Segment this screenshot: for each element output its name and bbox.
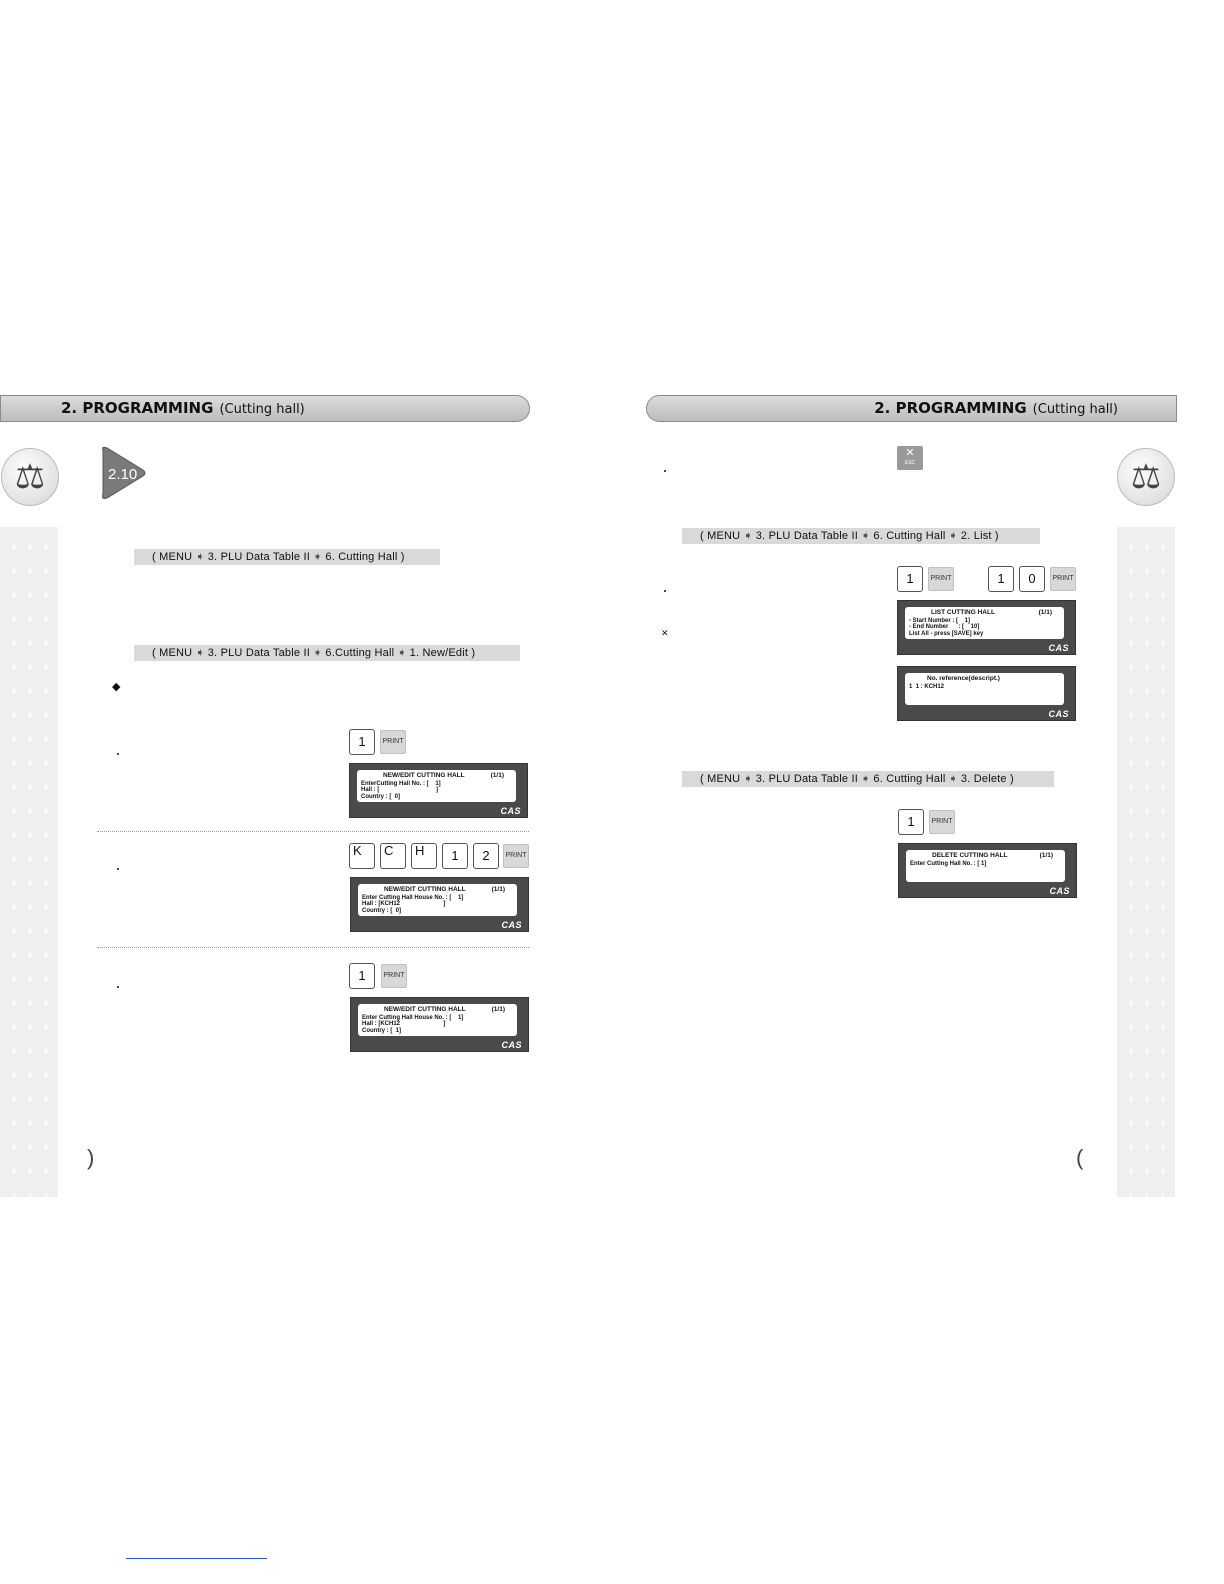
scale-icon: ⚖ [1117, 448, 1175, 506]
arrow-icon: ➧ [195, 551, 205, 563]
page-corner-mark: ) [87, 1145, 95, 1170]
arrow-icon: ➧ [948, 530, 958, 542]
arrow-icon: ➧ [948, 773, 958, 785]
lcd-line: Enter Cutting Hall House No. : [ 1] [362, 894, 464, 901]
arrow-icon: ➧ [312, 551, 323, 563]
key-1[interactable]: 1 [349, 963, 375, 989]
lcd-line: Hall : [KCH12 ] [362, 901, 446, 907]
lcd-line: Enter Cutting Hall House No. : [ 1] [362, 1014, 464, 1021]
crumb-part: ( MENU [700, 530, 741, 542]
divider [97, 947, 529, 948]
lcd-line: Country : [ 1] [362, 1027, 401, 1034]
left-side-strip [0, 527, 58, 1197]
crumb-part: 3. Delete ) [960, 773, 1014, 785]
breadcrumb-cutting-hall [134, 549, 440, 565]
footnote-rule [126, 1558, 267, 1559]
arrow-icon: ➧ [195, 647, 205, 659]
esc-key[interactable] [897, 446, 923, 470]
lcd-display-new-edit-2 [350, 877, 529, 932]
print-key[interactable]: PRINT [929, 810, 955, 834]
lcd-title: NEW/EDIT CUTTING HALL [384, 886, 466, 893]
key-1[interactable]: 1 [898, 809, 924, 835]
breadcrumb-list [682, 528, 1040, 544]
crumb-part: 6.Cutting Hall [325, 647, 395, 659]
header-subtitle: (Cutting hall) [1032, 402, 1118, 417]
lcd-title: DELETE CUTTING HALL [932, 852, 1008, 859]
lcd-title: NEW/EDIT CUTTING HALL [384, 1006, 466, 1013]
lcd-line: Country : [ 0] [361, 793, 400, 800]
key-1[interactable]: 1 [349, 729, 375, 755]
crumb-part: ( MENU [152, 647, 193, 659]
key-1[interactable]: 1 [988, 566, 1014, 592]
lcd-page: (1/1) [1039, 852, 1053, 859]
crumb-part: 3. PLU Data Table II [207, 551, 310, 563]
crumb-part: 6. Cutting Hall [873, 773, 946, 785]
lcd-display-new-edit-3 [350, 997, 529, 1052]
lcd-title: NEW/EDIT CUTTING HALL [383, 772, 465, 779]
arrow-icon: ➧ [743, 773, 753, 785]
note-icon: ✕ [661, 628, 669, 638]
lcd-line: Hall : [KCH12 ] [362, 1021, 446, 1027]
print-key[interactable]: PRINT [380, 730, 406, 754]
crumb-part: 6. Cutting Hall ) [325, 551, 405, 563]
arrow-icon: ➧ [312, 647, 323, 659]
divider [97, 831, 529, 832]
crumb-part: 3. PLU Data Table II [207, 647, 310, 659]
lcd-display-list [897, 600, 1076, 655]
lcd-line: Hall : [ ] [361, 787, 439, 793]
header-subtitle: (Cutting hall) [219, 402, 305, 417]
lcd-line: - End Number : [ 10] [909, 624, 980, 630]
cas-logo: CAS [500, 806, 521, 816]
key-h[interactable]: H [411, 843, 437, 869]
crumb-part: 3. PLU Data Table II [755, 530, 858, 542]
key-1[interactable]: 1 [442, 843, 468, 869]
print-key[interactable]: PRINT [928, 567, 954, 591]
crumb-part: 1. New/Edit ) [409, 647, 476, 659]
key-2[interactable]: 2 [473, 843, 499, 869]
arrow-icon: ➧ [397, 647, 407, 659]
cas-logo: CAS [1048, 709, 1069, 719]
crumb-part: ( MENU [152, 551, 193, 563]
print-key[interactable]: PRINT [1050, 567, 1076, 591]
crumb-part: 2. List ) [960, 530, 999, 542]
arrow-icon: ➧ [860, 530, 871, 542]
esc-label: ESC [904, 460, 916, 466]
crumb-part: 6. Cutting Hall [873, 530, 946, 542]
print-key[interactable]: PRINT [503, 844, 529, 868]
cas-logo: CAS [501, 920, 522, 930]
step-dot [664, 590, 666, 592]
cas-logo: CAS [1048, 643, 1069, 653]
lcd-line: 1 1 : KCH12 [909, 683, 945, 690]
lcd-page: (1/1) [490, 772, 504, 779]
lcd-display-delete [898, 843, 1077, 898]
lcd-page: (1/1) [491, 886, 505, 893]
lcd-display-reference [897, 666, 1076, 721]
header-title: 2. PROGRAMMING [874, 399, 1027, 417]
close-icon: ✕ [905, 447, 915, 459]
key-c[interactable]: C [380, 843, 406, 869]
lcd-line: - Start Number : [ 1] [909, 617, 971, 624]
scale-icon: ⚖ [1, 448, 59, 506]
print-key[interactable]: PRINT [381, 964, 407, 988]
lcd-display-new-edit-1 [349, 763, 528, 818]
arrow-icon: ➧ [743, 530, 753, 542]
right-side-strip [1117, 527, 1175, 1197]
section-number: 2.10 [108, 466, 138, 483]
crumb-part: ( MENU [700, 773, 741, 785]
step-dot [117, 868, 119, 870]
left-page-header [0, 395, 530, 422]
lcd-line: Country : [ 0] [362, 907, 401, 914]
lcd-line: EnterCutting Hall No. : [ 1] [361, 780, 441, 787]
lcd-page: (1/1) [1038, 609, 1052, 616]
lcd-page: (1/1) [491, 1006, 505, 1013]
lcd-title: No. reference(descript.) [927, 675, 1000, 682]
page-corner-mark: ( [1076, 1145, 1084, 1170]
breadcrumb-delete [682, 771, 1054, 787]
arrow-icon: ➧ [860, 773, 871, 785]
lcd-line: Enter Cutting Hall No. : [ 1] [910, 860, 987, 867]
step-dot [117, 753, 119, 755]
crumb-part: 3. PLU Data Table II [755, 773, 858, 785]
bullet-icon: ◆ [112, 681, 121, 693]
lcd-title: LIST CUTTING HALL [931, 609, 995, 616]
cas-logo: CAS [1049, 886, 1070, 896]
right-page-header [646, 395, 1177, 422]
header-title: 2. PROGRAMMING [61, 399, 214, 417]
section-badge [99, 446, 147, 500]
step-dot [664, 470, 666, 472]
key-k[interactable]: K [349, 843, 375, 869]
breadcrumb-new-edit [134, 645, 520, 661]
key-0[interactable]: 0 [1019, 566, 1045, 592]
key-1[interactable]: 1 [897, 566, 923, 592]
lcd-line: List All - press [SAVE] key [909, 630, 984, 637]
cas-logo: CAS [501, 1040, 522, 1050]
step-dot [117, 986, 119, 988]
